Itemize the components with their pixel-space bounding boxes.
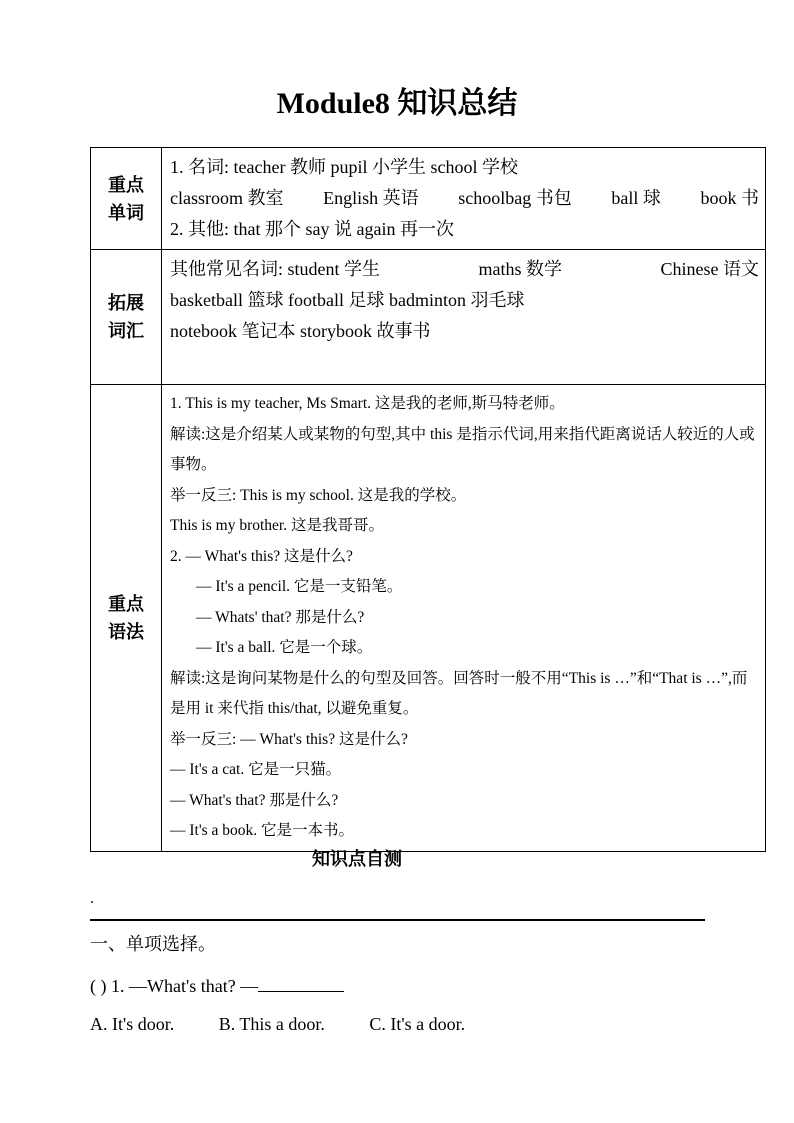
word-item: Chinese 语文 <box>660 259 759 279</box>
word-item: 其他常见名词: student 学生 <box>170 259 380 279</box>
answer-options <box>90 1014 505 1035</box>
text-line: 2. 其他: that 那个 say 说 again 再一次 <box>170 219 454 239</box>
divider-line <box>90 919 705 921</box>
row-label-line: 重点 <box>108 174 144 195</box>
table-row-key-words <box>91 148 766 250</box>
row-label-line: 单词 <box>108 202 144 223</box>
text-line: — It's a ball. 它是一个球。 <box>196 639 373 656</box>
row-label-line: 词汇 <box>108 321 144 341</box>
option-a[interactable]: A. It's door. <box>90 1014 175 1034</box>
word-item: ball 球 <box>611 188 661 208</box>
text-line: — What's that? 那是什么? <box>170 791 339 809</box>
row-content <box>162 250 766 385</box>
word-item: schoolbag 书包 <box>458 188 572 208</box>
option-c[interactable]: C. It's a door. <box>369 1014 466 1034</box>
text-line: 1. This is my teacher, Ms Smart. 这是我的老师,斯马特老师。 <box>170 395 565 412</box>
text-line: notebook 笔记本 storybook 故事书 <box>170 321 431 341</box>
text-line: 解读:这是介绍某人或某物的句型,其中 this 是指示代词,用来指代距离说话人较近的人或事物。 <box>170 425 755 473</box>
section-title: 一、单项选择。 <box>90 934 216 954</box>
text-line: 举一反三: — What's this? 这是什么? <box>170 730 408 748</box>
text-line: 1. 名词: teacher 教师 pupil 小学生 school 学校 <box>170 157 518 177</box>
summary-table <box>90 147 766 852</box>
table-row-key-grammar <box>91 385 766 852</box>
text-line: — Whats' that? 那是什么? <box>196 608 365 626</box>
text-line: — It's a pencil. 它是一支铅笔。 <box>196 578 403 595</box>
row-label-line: 拓展 <box>108 293 144 313</box>
text-line <box>170 183 759 214</box>
question-1 <box>90 973 344 997</box>
answer-blank[interactable] <box>258 973 344 992</box>
row-label <box>91 385 162 852</box>
row-label-line: 语法 <box>108 621 144 642</box>
table-row-extended-words <box>91 250 766 385</box>
dot-mark: . <box>90 890 94 907</box>
row-content <box>162 385 766 852</box>
text-line <box>170 254 759 285</box>
option-b[interactable]: B. This a door. <box>218 1014 325 1034</box>
word-item: maths 数学 <box>478 259 562 279</box>
text-line: basketball 篮球 football 足球 badminton 羽毛球 <box>170 290 525 310</box>
text-line: 解读:这是询问某物是什么的句型及回答。回答时一般不用“This is …”和“That is …”,而是用 it 来代指 this/that, 以避免重复。 <box>170 669 748 717</box>
page-title: Module8 知识总结 <box>276 87 518 120</box>
text-line: — It's a cat. 它是一只猫。 <box>170 761 342 778</box>
word-item: English 英语 <box>323 188 419 208</box>
row-label <box>91 250 162 385</box>
text-line: 举一反三: This is my school. 这是我的学校。 <box>170 486 467 504</box>
row-label-line: 重点 <box>108 593 144 614</box>
text-line: — It's a book. 它是一本书。 <box>170 822 355 839</box>
question-text: ( ) 1. —What's that? — <box>90 976 259 996</box>
text-line: This is my brother. 这是我哥哥。 <box>170 517 384 534</box>
text-line: 2. — What's this? 这是什么? <box>170 547 353 565</box>
word-item: classroom 教室 <box>170 188 284 208</box>
row-content <box>162 148 766 250</box>
row-label <box>91 148 162 250</box>
self-test-title: 知识点自测 <box>312 849 402 869</box>
word-item: book 书 <box>700 188 759 208</box>
